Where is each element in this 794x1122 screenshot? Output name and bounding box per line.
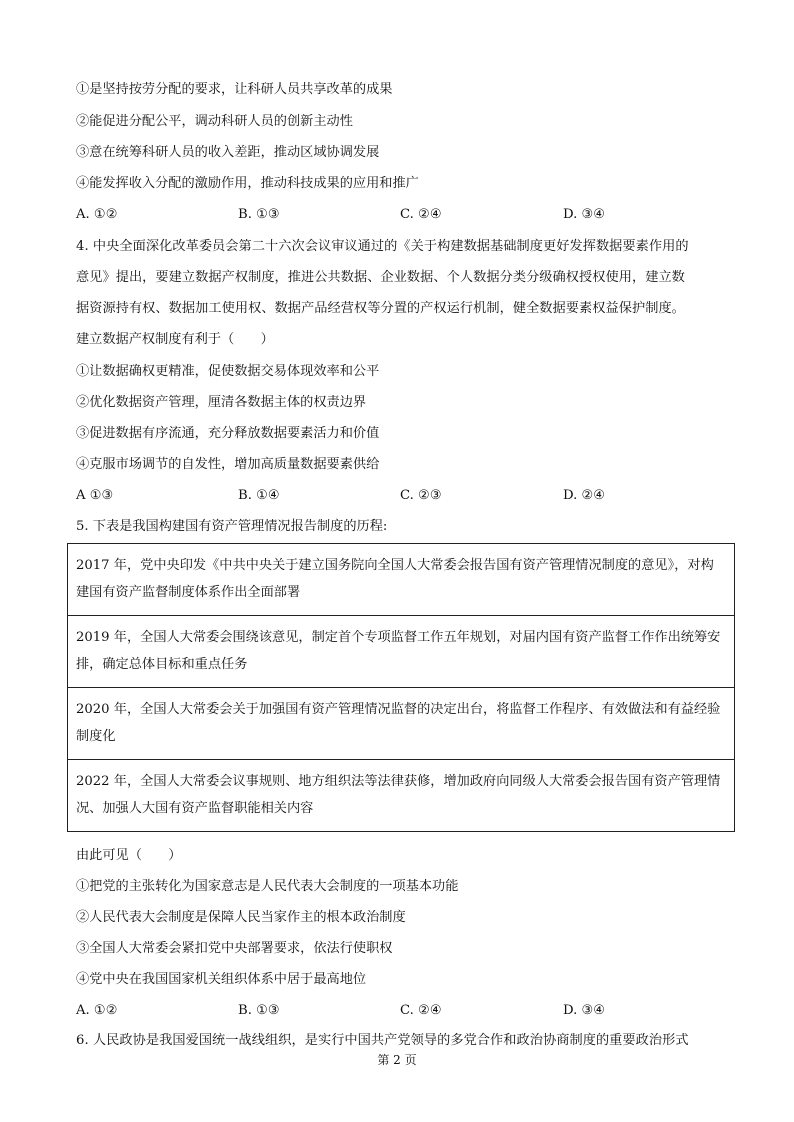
q4-option-a: A ①③ xyxy=(76,488,114,503)
q4-statement-4: ④克服市场调节的自发性，增加高质量数据要素供给 xyxy=(76,457,380,472)
q5-history-table xyxy=(67,543,735,832)
q3-statement-2: ②能促进分配公平，调动科研人员的创新主动性 xyxy=(76,114,353,129)
q4-option-b: B. ①④ xyxy=(238,488,280,503)
page-number: 第 2 页 xyxy=(377,1053,417,1067)
table-row xyxy=(68,616,735,688)
q5-option-b: B. ①③ xyxy=(238,1003,280,1018)
q3-options xyxy=(76,205,736,225)
q4-stem-line-3: 据资源持有权、数据加工使用权、数据产品经营权等分置的产权运行机制，健全数据要素权益保护制度。 xyxy=(76,301,685,316)
q3-option-d: D. ③④ xyxy=(563,207,606,222)
table-row xyxy=(68,688,735,760)
q4-stem-line-4: 建立数据产权制度有利于（ ） xyxy=(76,332,274,347)
q3-option-a: A. ①② xyxy=(76,207,118,222)
q5-lead: 由此可见（ ） xyxy=(76,848,182,863)
q4-statement-1: ①让数据确权更精准，促使数据交易体现效率和公平 xyxy=(76,364,380,379)
q4-stem-line-2: 意见》提出，要建立数据产权制度，推进公共数据、企业数据、个人数据分类分级确权授权使用，建立数 xyxy=(76,270,685,285)
table-cell-2020: 2020 年，全国人大常委会关于加强国有资产管理情况监督的决定出台，将监督工作程序、有效做法和有益经验制度化 xyxy=(68,688,735,760)
q4-stem-line-1: 4. 中央全面深化改革委员会第二十六次会议审议通过的《关于构建数据基础制度更好发挥数据要素作用的 xyxy=(76,239,689,254)
q5-option-d: D. ③④ xyxy=(563,1003,606,1018)
q3-statement-3: ③意在统筹科研人员的收入差距，推动区域协调发展 xyxy=(76,145,380,160)
table-cell-2022: 2022 年，全国人大常委会议事规则、地方组织法等法律获修，增加政府向同级人大常委会报告国有资产管理情况、加强人大国有资产监督职能相关内容 xyxy=(68,760,735,832)
q5-statement-3: ③全国人大常委会紧扣党中央部署要求，依法行使职权 xyxy=(76,941,393,956)
q5-option-c: C. ②④ xyxy=(400,1003,442,1018)
table-row xyxy=(68,544,735,616)
q4-statement-2: ②优化数据资产管理，厘清各数据主体的权责边界 xyxy=(76,395,367,410)
q5-statement-4: ④党中央在我国国家机关组织体系中居于最高地位 xyxy=(76,972,367,987)
q4-option-c: C. ②③ xyxy=(400,488,442,503)
q3-statement-1: ①是坚持按劳分配的要求，让科研人员共享改革的成果 xyxy=(76,82,393,97)
q4-options xyxy=(76,486,736,506)
q3-option-b: B. ①③ xyxy=(238,207,280,222)
q4-option-d: D. ②④ xyxy=(563,488,606,503)
q5-option-a: A. ①② xyxy=(76,1003,118,1018)
q3-option-c: C. ②④ xyxy=(400,207,442,222)
q5-stem: 5. 下表是我国构建国有资产管理情况报告制度的历程: xyxy=(76,519,388,534)
q5-statement-2: ②人民代表大会制度是保障人民当家作主的根本政治制度 xyxy=(76,910,406,925)
q5-options xyxy=(76,1001,736,1021)
q5-statement-1: ①把党的主张转化为国家意志是人民代表大会制度的一项基本功能 xyxy=(76,879,459,894)
q3-statement-4: ④能发挥收入分配的激励作用，推动科技成果的应用和推广 xyxy=(76,176,419,191)
table-row xyxy=(68,760,735,832)
table-cell-2017: 2017 年，党中央印发《中共中央关于建立国务院向全国人大常委会报告国有资产管理情况制度的意见》，对构建国有资产监督制度体系作出全面部署 xyxy=(68,544,735,616)
q4-statement-3: ③促进数据有序流通，充分释放数据要素活力和价值 xyxy=(76,426,380,441)
q6-stem: 6. 人民政协是我国爱国统一战线组织，是实行中国共产党领导的多党合作和政治协商制度的重要政治形式 xyxy=(76,1033,689,1048)
table-cell-2019: 2019 年，全国人大常委会围绕该意见，制定首个专项监督工作五年规划，对届内国有资产监督工作作出统筹安排，确定总体目标和重点任务 xyxy=(68,616,735,688)
